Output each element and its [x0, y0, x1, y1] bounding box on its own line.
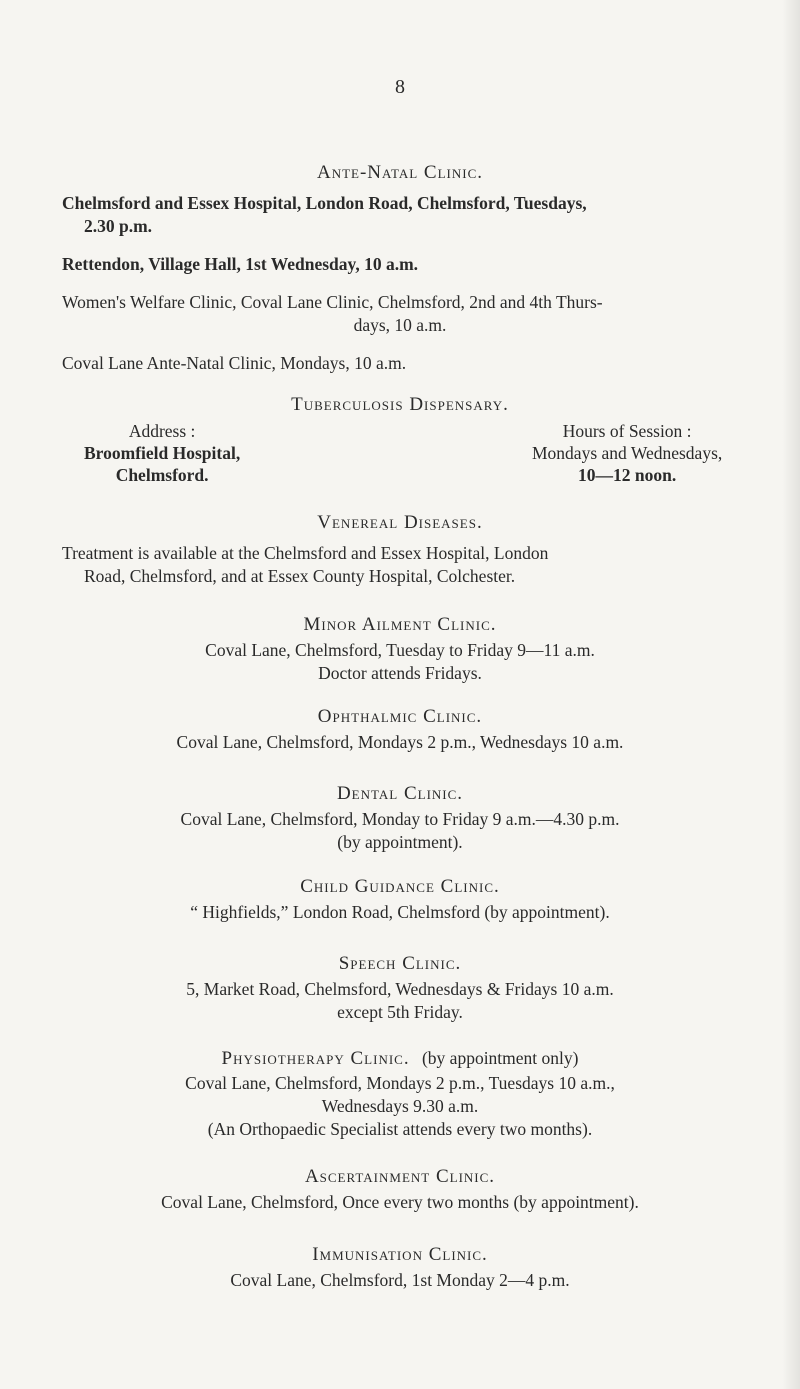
- tb-address-line-2: Chelmsford.: [115, 465, 209, 485]
- antenatal-line-3: Rettendon, Village Hall, 1st Wednesday, 10 a.m.: [62, 254, 419, 274]
- antenatal-line-2: 2.30 p.m.: [84, 216, 153, 236]
- tb-hours-line-2: 10—12 noon.: [578, 465, 677, 485]
- antenatal-line-1: Chelmsford and Essex Hospital, London Road, Chelmsford, Tuesdays,: [62, 193, 587, 213]
- physio-line-3: (An Orthopaedic Specialist attends every two months).: [207, 1119, 593, 1139]
- ascert-title: Ascertainment Clinic.: [304, 1166, 496, 1187]
- physio-line-2: Wednesdays 9.30 a.m.: [321, 1096, 479, 1116]
- physio-line-1: Coval Lane, Chelmsford, Mondays 2 p.m., Tuesdays 10 a.m.,: [185, 1073, 615, 1093]
- antenatal-title: Ante-Natal Clinic.: [316, 162, 484, 183]
- immun-line-1: Coval Lane, Chelmsford, 1st Monday 2—4 p.m.: [230, 1270, 570, 1290]
- vd-line-1: Treatment is available at the Chelmsford and Essex Hospital, London: [62, 543, 549, 563]
- minor-line-2: Doctor attends Fridays.: [318, 663, 482, 683]
- physio-title-note: (by appointment only): [421, 1048, 579, 1068]
- dental-line-2: (by appointment).: [337, 832, 463, 852]
- child-line-1: “ Highfields,” London Road, Chelmsford (by appointment).: [190, 902, 610, 922]
- dental-line-1: Coval Lane, Chelmsford, Monday to Friday 9 a.m.—4.30 p.m.: [180, 809, 620, 829]
- page-number: 8: [395, 76, 405, 98]
- minor-title: Minor Ailment Clinic.: [303, 614, 497, 635]
- minor-line-1: Coval Lane, Chelmsford, Tuesday to Friday 9—11 a.m.: [205, 640, 595, 660]
- physio-title: Physiotherapy Clinic.: [221, 1048, 410, 1069]
- ophth-line-1: Coval Lane, Chelmsford, Mondays 2 p.m., Wednesdays 10 a.m.: [176, 732, 624, 752]
- dental-title: Dental Clinic.: [336, 783, 464, 804]
- tb-address-block: [84, 420, 240, 486]
- child-title: Child Guidance Clinic.: [300, 876, 500, 897]
- speech-line-2: except 5th Friday.: [337, 1002, 463, 1022]
- vd-line-2: Road, Chelmsford, and at Essex County Hospital, Colchester.: [84, 566, 516, 586]
- tb-address-line-1: Broomfield Hospital,: [84, 443, 241, 463]
- tb-address-label: Address :: [128, 421, 196, 441]
- antenatal-line-4: Women's Welfare Clinic, Coval Lane Clinic, Chelmsford, 2nd and 4th Thurs-: [62, 292, 603, 312]
- antenatal-line-5: days, 10 a.m.: [353, 315, 447, 335]
- tb-title: Tuberculosis Dispensary.: [291, 394, 509, 415]
- ascert-line-1: Coval Lane, Chelmsford, Once every two months (by appointment).: [161, 1192, 639, 1212]
- vd-title: Venereal Diseases.: [317, 512, 483, 533]
- speech-line-1: 5, Market Road, Chelmsford, Wednesdays & Fridays 10 a.m.: [186, 979, 614, 999]
- physio-heading: [0, 1048, 800, 1070]
- tb-hours-line-1: Mondays and Wednesdays,: [532, 443, 723, 463]
- ophth-title: Ophthalmic Clinic.: [317, 706, 483, 727]
- tb-hours-label: Hours of Session :: [562, 421, 692, 441]
- tb-hours-block: [532, 420, 722, 486]
- immun-title: Immunisation Clinic.: [312, 1244, 488, 1265]
- antenatal-line-6: Coval Lane Ante-Natal Clinic, Mondays, 10 a.m.: [62, 353, 407, 373]
- speech-title: Speech Clinic.: [338, 953, 462, 974]
